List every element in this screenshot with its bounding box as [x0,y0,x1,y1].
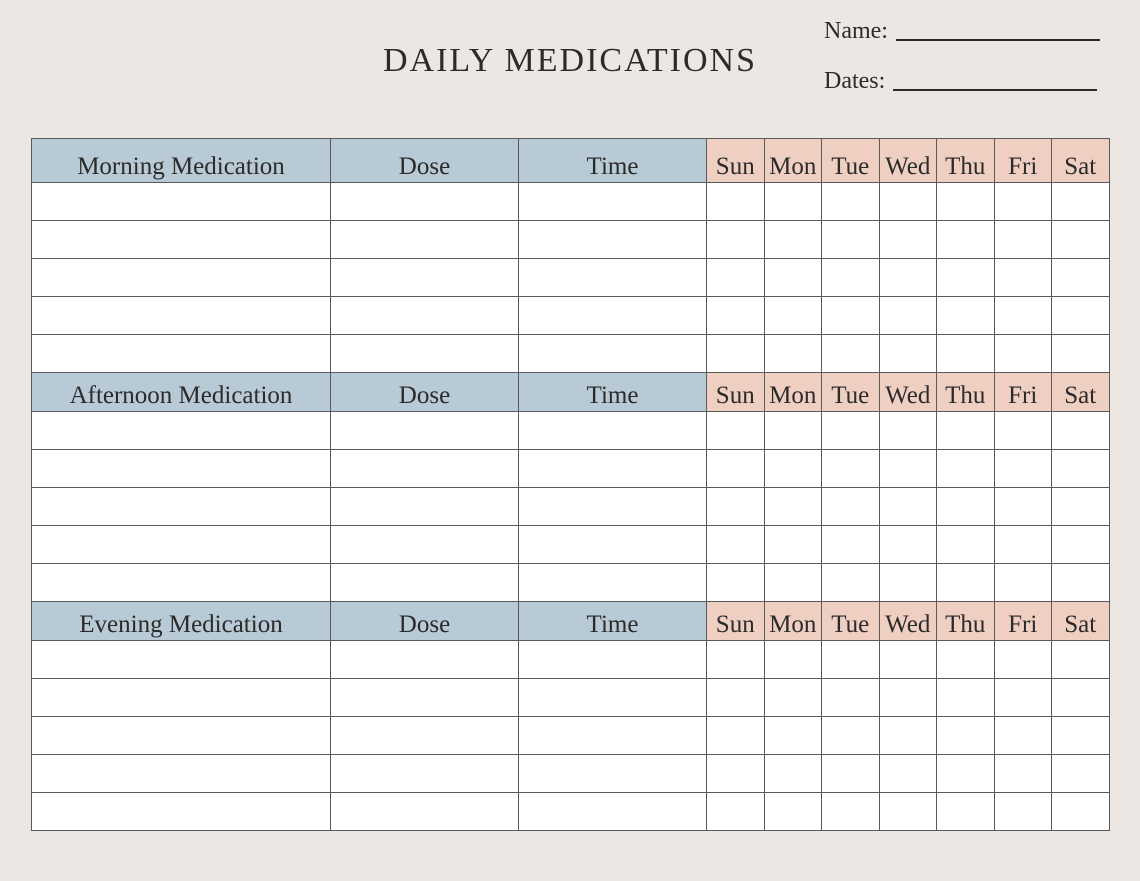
medication-cell[interactable] [32,221,331,259]
table-row [32,412,1110,450]
checkbox-cell-sun[interactable] [707,259,765,297]
checkbox-cell-tue[interactable] [822,564,880,602]
day-column-header-sun: Sun [707,139,765,183]
table-row [32,755,1110,793]
checkbox-cell-wed[interactable] [879,564,937,602]
checkbox-cell-tue[interactable] [822,755,880,793]
medication-cell[interactable] [32,717,331,755]
day-column-header-thu: Thu [937,139,995,183]
checkbox-cell-fri[interactable] [994,297,1052,335]
checkbox-cell-sun[interactable] [707,679,765,717]
day-column-header-tue: Tue [822,602,880,641]
dose-cell[interactable] [331,564,519,602]
time-column-header: Time [519,139,707,183]
dose-cell[interactable] [331,297,519,335]
section-header-row [32,373,1110,412]
table-row [32,297,1110,335]
checkbox-cell-wed[interactable] [879,641,937,679]
medication-cell[interactable] [32,641,331,679]
checkbox-cell-thu[interactable] [937,488,995,526]
checkbox-cell-tue[interactable] [822,641,880,679]
time-cell[interactable] [519,221,707,259]
checkbox-cell-mon[interactable] [764,259,822,297]
checkbox-cell-mon[interactable] [764,793,822,831]
medication-cell[interactable] [32,412,331,450]
checkbox-cell-tue[interactable] [822,412,880,450]
checkbox-cell-wed[interactable] [879,221,937,259]
checkbox-cell-tue[interactable] [822,259,880,297]
medication-column-header: Morning Medication [32,139,331,183]
dose-cell[interactable] [331,259,519,297]
checkbox-cell-sat[interactable] [1052,183,1110,221]
dose-cell[interactable] [331,183,519,221]
checkbox-cell-sat[interactable] [1052,564,1110,602]
checkbox-cell-thu[interactable] [937,221,995,259]
time-cell[interactable] [519,793,707,831]
checkbox-cell-mon[interactable] [764,221,822,259]
checkbox-cell-tue[interactable] [822,450,880,488]
day-column-header-tue: Tue [822,139,880,183]
checkbox-cell-fri[interactable] [994,183,1052,221]
medication-cell[interactable] [32,679,331,717]
time-cell[interactable] [519,450,707,488]
table-row [32,793,1110,831]
table-row [32,717,1110,755]
checkbox-cell-sun[interactable] [707,450,765,488]
checkbox-cell-sun[interactable] [707,183,765,221]
checkbox-cell-sun[interactable] [707,412,765,450]
name-label: Name: [824,18,888,44]
checkbox-cell-mon[interactable] [764,717,822,755]
checkbox-cell-thu[interactable] [937,450,995,488]
time-cell[interactable] [519,717,707,755]
table-row [32,450,1110,488]
day-column-header-thu: Thu [937,602,995,641]
day-column-header-sun: Sun [707,602,765,641]
dates-input-line[interactable] [893,89,1097,91]
checkbox-cell-sun[interactable] [707,335,765,373]
table-row [32,183,1110,221]
dose-column-header: Dose [331,602,519,641]
page-title: DAILY MEDICATIONS [382,42,758,79]
day-column-header-mon: Mon [764,602,822,641]
checkbox-cell-mon[interactable] [764,526,822,564]
time-cell[interactable] [519,755,707,793]
checkbox-cell-mon[interactable] [764,641,822,679]
checkbox-cell-mon[interactable] [764,412,822,450]
time-column-header: Time [519,602,707,641]
time-column-header: Time [519,373,707,412]
day-column-header-fri: Fri [994,139,1052,183]
table-row [32,526,1110,564]
checkbox-cell-thu[interactable] [937,793,995,831]
checkbox-cell-fri[interactable] [994,450,1052,488]
checkbox-cell-wed[interactable] [879,335,937,373]
medication-cell[interactable] [32,755,331,793]
medication-column-header: Evening Medication [32,602,331,641]
checkbox-cell-sun[interactable] [707,641,765,679]
checkbox-cell-sat[interactable] [1052,335,1110,373]
dates-field[interactable] [824,68,1097,95]
table-row [32,488,1110,526]
section-header-row [32,602,1110,641]
name-field[interactable] [824,18,1100,45]
checkbox-cell-sun[interactable] [707,297,765,335]
day-column-header-sat: Sat [1052,373,1110,412]
medication-cell[interactable] [32,259,331,297]
checkbox-cell-tue[interactable] [822,526,880,564]
checkbox-cell-tue[interactable] [822,717,880,755]
checkbox-cell-tue[interactable] [822,488,880,526]
checkbox-cell-wed[interactable] [879,793,937,831]
day-column-header-tue: Tue [822,373,880,412]
checkbox-cell-thu[interactable] [937,755,995,793]
checkbox-cell-mon[interactable] [764,488,822,526]
checkbox-cell-sun[interactable] [707,717,765,755]
table-row [32,259,1110,297]
medication-cell[interactable] [32,564,331,602]
checkbox-cell-wed[interactable] [879,679,937,717]
name-input-line[interactable] [896,39,1100,41]
medication-table [31,138,1110,831]
checkbox-cell-wed[interactable] [879,488,937,526]
day-column-header-sun: Sun [707,373,765,412]
checkbox-cell-wed[interactable] [879,755,937,793]
checkbox-cell-fri[interactable] [994,717,1052,755]
checkbox-cell-thu[interactable] [937,183,995,221]
checkbox-cell-tue[interactable] [822,679,880,717]
time-cell[interactable] [519,679,707,717]
checkbox-cell-fri[interactable] [994,335,1052,373]
checkbox-cell-fri[interactable] [994,221,1052,259]
checkbox-cell-fri[interactable] [994,755,1052,793]
checkbox-cell-sat[interactable] [1052,450,1110,488]
day-column-header-mon: Mon [764,373,822,412]
table-row [32,221,1110,259]
checkbox-cell-sat[interactable] [1052,793,1110,831]
checkbox-cell-sun[interactable] [707,793,765,831]
medication-cell[interactable] [32,488,331,526]
time-cell[interactable] [519,259,707,297]
checkbox-cell-sun[interactable] [707,221,765,259]
checkbox-cell-thu[interactable] [937,335,995,373]
checkbox-cell-wed[interactable] [879,259,937,297]
dose-cell[interactable] [331,755,519,793]
checkbox-cell-wed[interactable] [879,526,937,564]
dose-cell[interactable] [331,488,519,526]
medication-column-header: Afternoon Medication [32,373,331,412]
dates-label: Dates: [824,68,886,94]
checkbox-cell-wed[interactable] [879,297,937,335]
checkbox-cell-fri[interactable] [994,488,1052,526]
checkbox-cell-sat[interactable] [1052,259,1110,297]
checkbox-cell-sun[interactable] [707,755,765,793]
day-column-header-wed: Wed [879,602,937,641]
checkbox-cell-sat[interactable] [1052,679,1110,717]
checkbox-cell-thu[interactable] [937,564,995,602]
checkbox-cell-thu[interactable] [937,679,995,717]
time-cell[interactable] [519,335,707,373]
checkbox-cell-sun[interactable] [707,526,765,564]
checkbox-cell-fri[interactable] [994,259,1052,297]
checkbox-cell-sat[interactable] [1052,717,1110,755]
checkbox-cell-sat[interactable] [1052,641,1110,679]
day-column-header-sat: Sat [1052,602,1110,641]
checkbox-cell-mon[interactable] [764,183,822,221]
time-cell[interactable] [519,641,707,679]
table-row [32,641,1110,679]
dose-cell[interactable] [331,335,519,373]
checkbox-cell-mon[interactable] [764,564,822,602]
medication-cell[interactable] [32,183,331,221]
medication-cell[interactable] [32,450,331,488]
checkbox-cell-fri[interactable] [994,564,1052,602]
table-row [32,564,1110,602]
checkbox-cell-thu[interactable] [937,259,995,297]
day-column-header-wed: Wed [879,139,937,183]
time-cell[interactable] [519,412,707,450]
table-row [32,679,1110,717]
time-cell[interactable] [519,488,707,526]
checkbox-cell-mon[interactable] [764,335,822,373]
day-column-header-fri: Fri [994,602,1052,641]
checkbox-cell-sat[interactable] [1052,412,1110,450]
medication-cell[interactable] [32,793,331,831]
checkbox-cell-thu[interactable] [937,526,995,564]
checkbox-cell-fri[interactable] [994,526,1052,564]
time-cell[interactable] [519,526,707,564]
day-column-header-mon: Mon [764,139,822,183]
checkbox-cell-mon[interactable] [764,755,822,793]
checkbox-cell-thu[interactable] [937,412,995,450]
checkbox-cell-wed[interactable] [879,450,937,488]
dose-cell[interactable] [331,679,519,717]
table-row [32,335,1110,373]
medication-cell[interactable] [32,526,331,564]
checkbox-cell-wed[interactable] [879,717,937,755]
checkbox-cell-fri[interactable] [994,412,1052,450]
dose-cell[interactable] [331,450,519,488]
checkbox-cell-tue[interactable] [822,183,880,221]
dose-cell[interactable] [331,526,519,564]
checkbox-cell-thu[interactable] [937,641,995,679]
checkbox-cell-tue[interactable] [822,221,880,259]
checkbox-cell-mon[interactable] [764,297,822,335]
dose-column-header: Dose [331,373,519,412]
checkbox-cell-sun[interactable] [707,488,765,526]
section-header-row [32,139,1110,183]
dose-cell[interactable] [331,221,519,259]
day-column-header-thu: Thu [937,373,995,412]
dose-cell[interactable] [331,717,519,755]
checkbox-cell-fri[interactable] [994,641,1052,679]
checkbox-cell-fri[interactable] [994,679,1052,717]
checkbox-cell-tue[interactable] [822,297,880,335]
day-column-header-sat: Sat [1052,139,1110,183]
checkbox-cell-thu[interactable] [937,717,995,755]
checkbox-cell-sat[interactable] [1052,755,1110,793]
checkbox-cell-mon[interactable] [764,450,822,488]
checkbox-cell-sat[interactable] [1052,297,1110,335]
checkbox-cell-fri[interactable] [994,793,1052,831]
checkbox-cell-mon[interactable] [764,679,822,717]
dose-cell[interactable] [331,793,519,831]
day-column-header-wed: Wed [879,373,937,412]
checkbox-cell-sat[interactable] [1052,221,1110,259]
checkbox-cell-thu[interactable] [937,297,995,335]
medication-cell[interactable] [32,335,331,373]
time-cell[interactable] [519,183,707,221]
checkbox-cell-sun[interactable] [707,564,765,602]
time-cell[interactable] [519,564,707,602]
dose-cell[interactable] [331,641,519,679]
checkbox-cell-wed[interactable] [879,412,937,450]
checkbox-cell-sat[interactable] [1052,488,1110,526]
checkbox-cell-tue[interactable] [822,793,880,831]
checkbox-cell-sat[interactable] [1052,526,1110,564]
checkbox-cell-wed[interactable] [879,183,937,221]
dose-cell[interactable] [331,412,519,450]
dose-column-header: Dose [331,139,519,183]
checkbox-cell-tue[interactable] [822,335,880,373]
time-cell[interactable] [519,297,707,335]
day-column-header-fri: Fri [994,373,1052,412]
medication-cell[interactable] [32,297,331,335]
